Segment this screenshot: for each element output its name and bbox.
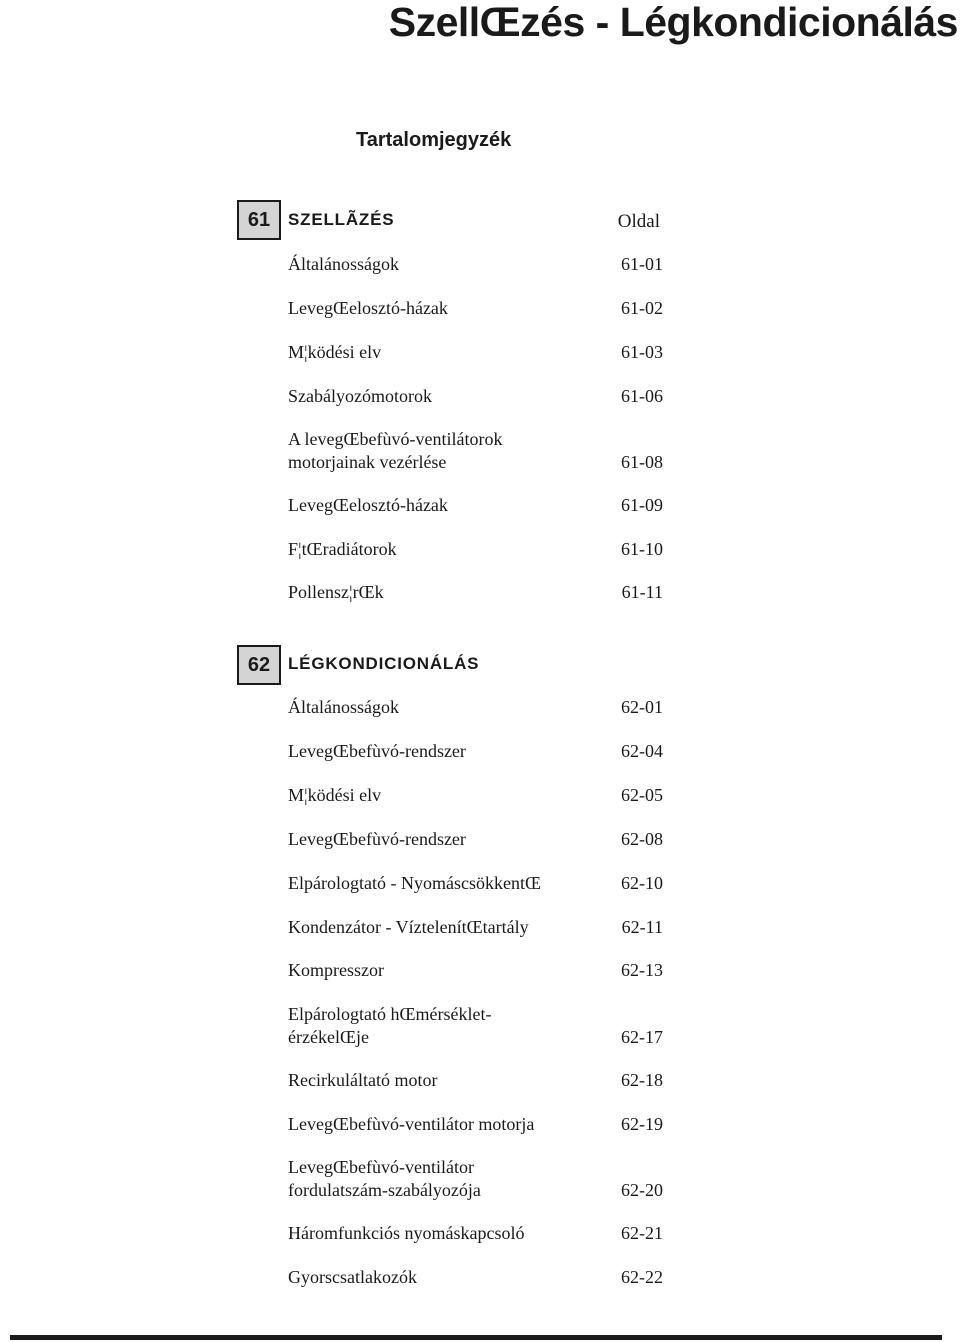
toc-entry[interactable] [288, 341, 663, 364]
section-number-badge: 61 [237, 200, 281, 240]
toc-entry-title: LevegŒbefùvó-rendszer [288, 829, 466, 849]
toc-entry[interactable] [288, 828, 663, 851]
toc-entry-title: LevegŒelosztó-házak [288, 495, 448, 515]
toc-entry-title: LevegŒbefùvó-ventilátor motorja [288, 1114, 535, 1134]
page-title: SzellŒzés - Légkondicionálás [388, 0, 958, 45]
toc-entry[interactable] [288, 872, 663, 895]
bottom-rule [10, 1335, 942, 1340]
toc-entry-page: 62-17 [621, 1027, 663, 1047]
toc-entry-title: LevegŒelosztó-házak [288, 298, 448, 318]
toc-entry-page: 62-18 [621, 1070, 663, 1090]
toc-entry-page: 61-11 [621, 582, 663, 602]
toc-entry[interactable] [288, 1222, 663, 1245]
toc-entry-page: 62-11 [621, 917, 663, 937]
toc-entry-page: 62-08 [621, 829, 663, 849]
toc-entry-page: 61-01 [621, 254, 663, 274]
toc-entry-title: A levegŒbefùvó-ventilátorok motorjainak vezérlése [288, 429, 503, 472]
section-number-badge: 62 [237, 645, 281, 685]
toc-entry-page: 62-22 [621, 1267, 663, 1287]
toc-entry-title: M¦ködési elv [288, 342, 382, 362]
toc-entry[interactable] [288, 385, 663, 408]
toc-entry[interactable] [288, 494, 663, 517]
toc-entry[interactable] [288, 959, 663, 982]
toc-entry[interactable] [288, 784, 663, 807]
toc-entry[interactable] [288, 916, 663, 939]
toc-entry[interactable] [288, 581, 663, 604]
toc-entry-page: 62-10 [621, 873, 663, 893]
toc-entry[interactable] [288, 297, 663, 320]
toc-entry-page: 62-04 [621, 741, 663, 761]
toc-entry-page: 62-19 [621, 1114, 663, 1134]
toc-entry[interactable] [288, 1113, 663, 1136]
toc-entry-title: Általánosságok [288, 697, 399, 717]
toc-entry-page: 61-03 [621, 342, 663, 362]
toc-heading: Tartalomjegyzék [356, 129, 512, 151]
toc-entry[interactable] [288, 696, 663, 719]
toc-entry[interactable] [288, 740, 663, 763]
page-column-header: Oldal [617, 211, 660, 232]
toc-entry-page: 62-13 [621, 960, 663, 980]
toc-entry-page: 61-08 [621, 452, 663, 472]
toc-entry[interactable] [288, 1069, 663, 1092]
toc-entry[interactable] [288, 1266, 663, 1289]
toc-entry-title: Háromfunkciós nyomáskapcsoló [288, 1223, 525, 1243]
toc-entry-title: Kondenzátor - VíztelenítŒtartály [288, 917, 529, 937]
toc-entry-title: Kompresszor [288, 960, 384, 980]
toc-entry-title: Recirkuláltató motor [288, 1070, 438, 1090]
toc-entry-title: M¦ködési elv [288, 785, 382, 805]
toc-entry-page: 62-05 [621, 785, 663, 805]
toc-entry-title: F¦tŒradiátorok [288, 539, 397, 559]
toc-entry[interactable] [288, 538, 663, 561]
toc-entry-title: LevegŒbefùvó-ventilátor fordulatszám-szabályozója [288, 1157, 481, 1200]
toc-entry-title: LevegŒbefùvó-rendszer [288, 741, 466, 761]
toc-entry-page: 61-06 [621, 386, 663, 406]
toc-entry-title: Elpárologtató - NyomáscsökkentŒ [288, 873, 541, 893]
toc-entry-title: Pollensz¦rŒk [288, 582, 384, 602]
toc-entry-page: 62-01 [621, 697, 663, 717]
toc-entry-title: Gyorscsatlakozók [288, 1267, 417, 1287]
section-title: LÉGKONDICIONÁLÁS [288, 654, 480, 673]
section-title: SZELLÃZÉS [288, 210, 395, 229]
toc-entry[interactable] [288, 1003, 663, 1049]
toc-entry-title: Szabályozómotorok [288, 386, 432, 406]
toc-entry-title: Általánosságok [288, 254, 399, 274]
toc-entry-page: 62-21 [621, 1223, 663, 1243]
toc-entry-page: 61-10 [621, 539, 663, 559]
toc-entry-page: 62-20 [621, 1180, 663, 1200]
toc-entry[interactable] [288, 253, 663, 276]
toc-entry-title: Elpárologtató hŒmérséklet- érzékelŒje [288, 1004, 492, 1047]
toc-entry-page: 61-02 [621, 298, 663, 318]
toc-entry[interactable] [288, 428, 663, 474]
toc-entry[interactable] [288, 1156, 663, 1202]
toc-entry-page: 61-09 [621, 495, 663, 515]
